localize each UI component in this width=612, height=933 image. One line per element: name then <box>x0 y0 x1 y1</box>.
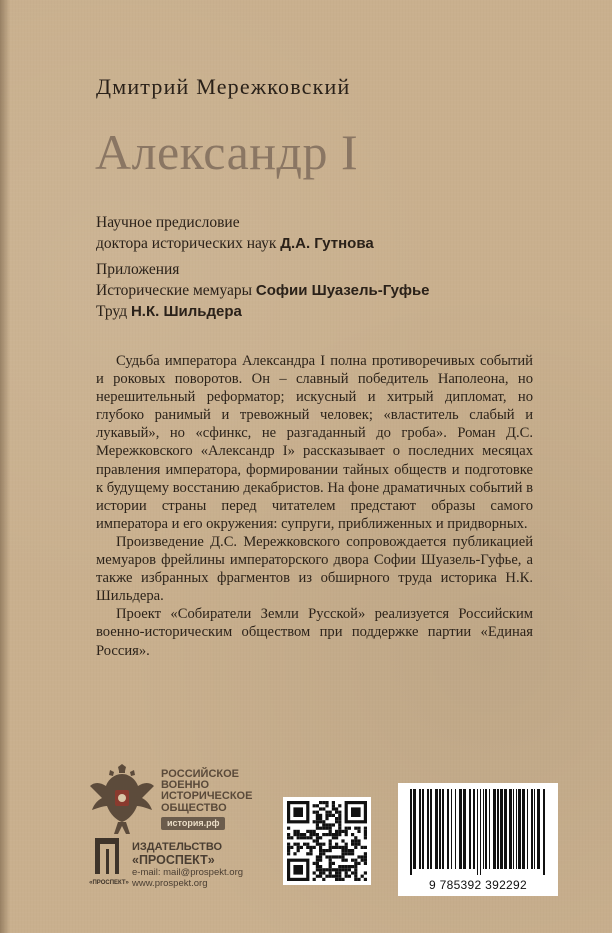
barcode-icon <box>398 783 558 878</box>
isbn-number: 9 785392 392292 <box>429 878 527 892</box>
credits-work: Труд Н.К. Шильдера <box>96 303 242 320</box>
isbn-barcode <box>398 783 558 896</box>
credits-appendix-label: Приложения <box>96 261 180 278</box>
blurb-text <box>96 352 533 660</box>
book-title: Александр I <box>95 124 359 180</box>
rvio-website-tag: история.рф <box>161 817 225 830</box>
credits-preface-author: доктора исторических наук Д.А. Гутнова <box>96 235 374 252</box>
author-name: Дмитрий Мережковский <box>96 74 351 99</box>
qr-code <box>283 797 371 885</box>
publisher-info: ИЗДАТЕЛЬСТВО «ПРОСПЕКТ» e-mail: mail@prospekt.org www.prospekt.org <box>132 841 244 889</box>
prospekt-logo <box>89 836 129 888</box>
credits-preface-label: Научное предисловие <box>96 214 240 231</box>
blurb-paragraph: Судьба императора Александра I полна противоречивых событий и роковых поворотов. Он – славный победитель Наполеона, но нерешительный реформатор; искусный и хитрый дипломат, но глубоко ранимый и тревожный человек; «властитель слабый и лукавый», но «сфинкс, не разгаданный до гроба». Роман Д.С. Мережковского «Александр I» рассказывает о последних месяцах правления императора, формировании тайных обществ и подготовке к будущему восстанию декабристов. На фоне драматичных событий в истории страны перед читателем предстают образы самого императора и его окружения: супруги, приближенных и придворных. <box>96 353 533 532</box>
preface-author-name: Д.А. Гутнова <box>280 235 374 252</box>
blurb-paragraph: Произведение Д.С. Мережковского сопровождается публикацией мемуаров фрейлины императорского двора Софии Шуазель-Гуфье, а также избранных фрагментов из обширного труда историка Н.К. Шильдера. <box>96 533 533 605</box>
memoirs-author-name: Софии Шуазель-Гуфье <box>255 282 430 299</box>
rvio-eagle-logo <box>88 760 156 836</box>
qr-code-icon <box>283 797 371 885</box>
credits-block <box>96 212 430 322</box>
credits-memoirs: Исторические мемуары Софии Шуазель-Гуфье <box>96 282 430 299</box>
work-author-name: Н.К. Шильдера <box>130 303 242 320</box>
publisher-email: e-mail: mail@prospekt.org <box>132 867 244 878</box>
publisher-site: www.prospekt.org <box>132 878 208 889</box>
blurb-paragraph: Проект «Собиратели Земли Русской» реализуется Российским военно-историческим обществом при поддержке партии «Единая Россия». <box>96 606 533 659</box>
cover-edge-shadow <box>0 0 10 933</box>
prospekt-logo-caption: «ПРОСПЕКТ» <box>89 880 129 886</box>
rvio-name: РОССИЙСКОЕ ВОЕННО ИСТОРИЧЕСКОЕ ОБЩЕСТВО история.рф <box>161 769 241 830</box>
